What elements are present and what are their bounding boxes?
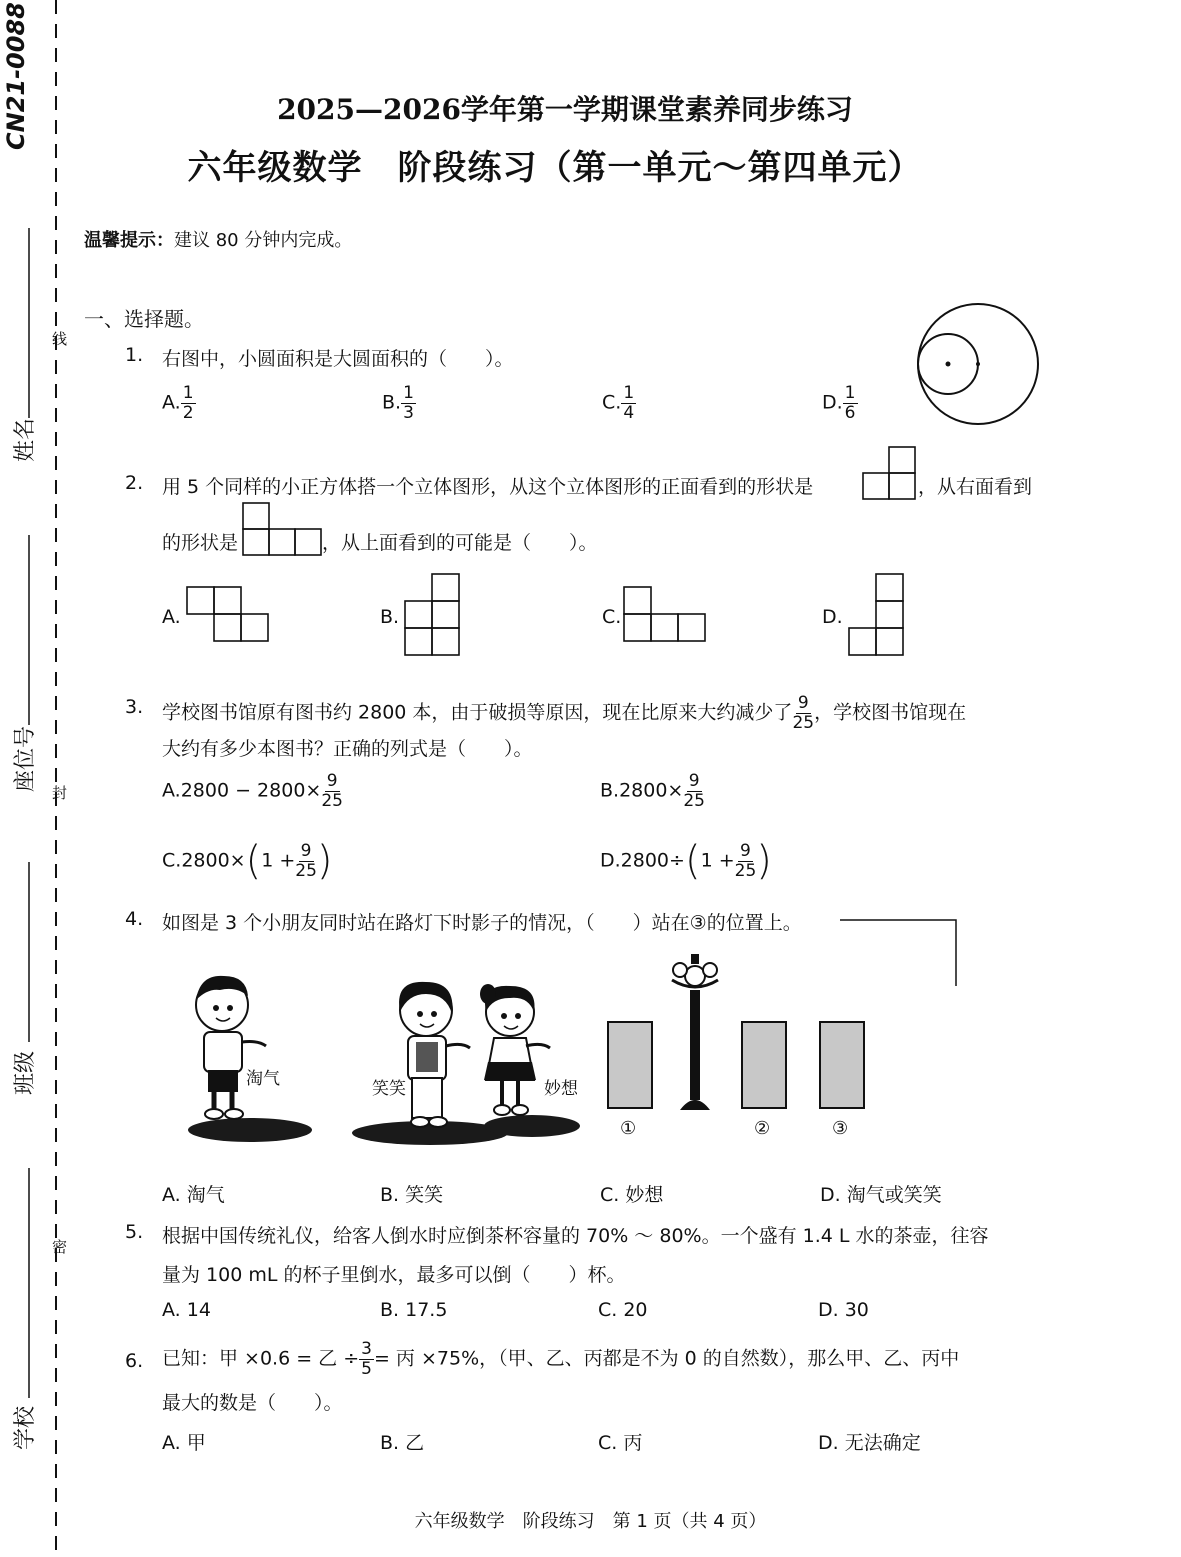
q2-text-c: 的形状是 — [162, 532, 239, 554]
q3-b-expr: 2800× — [619, 779, 684, 802]
q2-option-d[interactable]: D. — [822, 606, 843, 628]
kid-taoqi-figure — [188, 976, 312, 1142]
exam-subtitle: 六年级数学 阶段练习（第一单元～第四单元） — [187, 148, 923, 188]
q5-text-a: 根据中国传统礼仪，给客人倒水时应倒茶杯容量的 70% ～ 80%。一个盛有 1.4 L 水的茶壶，往容 — [162, 1225, 989, 1247]
q3-a-label: A. — [162, 779, 181, 802]
q1-option-c[interactable] — [602, 384, 636, 422]
q6-option-a[interactable]: A. 甲 — [162, 1432, 206, 1454]
q1-b-numerator: 1 — [403, 383, 414, 403]
q3-c-inner: 1 + — [261, 849, 296, 872]
q5-option-a[interactable]: A. 14 — [162, 1299, 211, 1321]
name-label: 姓名 — [13, 417, 38, 462]
q3-a-den: 25 — [321, 790, 343, 811]
q2-option-b[interactable]: B. — [380, 606, 400, 628]
q2-text-a: 用 5 个同样的小正方体搭一个立体图形，从这个立体图形的正面看到的形状是 — [162, 476, 814, 498]
tip-text: 建议 80 分钟内完成。 — [174, 230, 353, 251]
q3-a-num: 9 — [326, 771, 338, 791]
kid-label-taoqi: 淘气 — [246, 1069, 280, 1089]
position-panel-3 — [820, 1022, 864, 1108]
q3-text-a-span: 学校图书馆原有图书约 2800 本，由于破损等原因，现在比原来大约减少了 — [162, 701, 793, 724]
q4-option-a[interactable]: A. 淘气 — [162, 1184, 225, 1206]
q1-number: 1. — [125, 344, 144, 366]
q6-option-d[interactable]: D. 无法确定 — [818, 1432, 921, 1454]
q3-option-a[interactable] — [162, 772, 343, 810]
q5-number: 5. — [125, 1221, 144, 1243]
q1-option-d[interactable] — [822, 384, 858, 422]
q2-option-d-figure[interactable] — [848, 573, 906, 659]
q3-text-b: ，学校图书馆现在 — [814, 701, 967, 724]
q1-d-label: D. — [822, 391, 843, 414]
q1-a-label: A. — [162, 391, 181, 414]
q3-option-b[interactable] — [600, 772, 705, 810]
q1-text: 右图中，小圆面积是大圆面积的（ ）。 — [162, 348, 514, 370]
q2-option-a-figure[interactable] — [186, 586, 270, 646]
q2-option-a[interactable]: A. — [162, 606, 181, 628]
q3-option-c[interactable]: C.2800×(1 + $\frac{9}{25}$ ) — [162, 838, 333, 884]
class-label: 班级 — [13, 1050, 38, 1095]
q6-text-b: = 丙 ×75%，（甲、乙、丙都是不为 0 的自然数），那么甲、乙、丙中 — [373, 1347, 960, 1370]
position-panel-2 — [742, 1022, 786, 1108]
q2-number: 2. — [125, 472, 144, 494]
q1-d-numerator: 1 — [844, 383, 856, 403]
q3-d-label: D. — [600, 849, 621, 872]
q3-c-num: 9 — [300, 840, 312, 861]
q5-text-b: 量为 100 mL 的杯子里倒水，最多可以倒（ ）杯。 — [162, 1264, 626, 1286]
kid-miaoxiang-figure — [480, 984, 580, 1137]
school-fill-line — [28, 1168, 32, 1408]
q4-option-c[interactable]: C. 妙想 — [600, 1184, 664, 1206]
q5-option-d[interactable]: D. 30 — [818, 1299, 869, 1321]
q3-option-d[interactable]: D.2800÷(1 + $\frac{9}{25}$ ) — [600, 838, 772, 884]
q3-b-label: B. — [600, 779, 620, 802]
q4-text: 如图是 3 个小朋友同时站在路灯下时影子的情况，（ ）站在③的位置上。 — [162, 912, 802, 934]
class-fill-line — [28, 862, 32, 1062]
q6-frac-den: 5 — [361, 1358, 372, 1379]
q3-c-label: C. — [162, 849, 182, 872]
q6-frac-num: 3 — [361, 1339, 372, 1359]
kid-label-miaoxiang: 妙想 — [544, 1079, 578, 1099]
tangent-dot — [976, 362, 980, 366]
seat-label: 座位号 — [13, 725, 38, 792]
q3-b-num: 9 — [688, 771, 700, 791]
q1-b-denominator: 3 — [403, 402, 414, 423]
q3-a-expr: 2800 − 2800× — [180, 779, 322, 802]
street-lamp-figure — [672, 954, 718, 1110]
kid-xiaoxiao-figure — [352, 982, 508, 1145]
exam-title: 2025—2026学年第一学期课堂素养同步练习 — [277, 93, 853, 126]
q1-a-numerator: 1 — [182, 383, 194, 403]
q3-c-den: 25 — [295, 860, 317, 881]
q2-option-c-figure[interactable] — [623, 586, 709, 646]
seal-mark-line: 线 — [52, 330, 68, 348]
kid-label-xiaoxiao: 笑笑 — [372, 1079, 406, 1099]
page-footer: 六年级数学 阶段练习 第 1 页（共 4 页） — [414, 1511, 767, 1532]
seat-fill-line — [28, 535, 32, 735]
q4-option-b[interactable]: B. 笑笑 — [380, 1184, 444, 1206]
q2-right-view-figure — [242, 502, 326, 562]
q1-option-b[interactable] — [382, 384, 416, 422]
q3-frac-numerator: 9 — [797, 693, 809, 713]
seal-mark-secret: 密 — [52, 1238, 68, 1256]
q3-text-c: 大约有多少本图书？正确的列式是（ ）。 — [162, 738, 533, 760]
q2-front-view-figure — [862, 446, 918, 506]
q1-circles-figure — [914, 302, 1044, 432]
tip-label: 温馨提示： — [84, 230, 174, 251]
binding-dashed-line — [52, 0, 62, 1557]
q1-c-label: C. — [602, 391, 622, 414]
q1-c-numerator: 1 — [623, 383, 635, 403]
q5-option-c[interactable]: C. 20 — [598, 1299, 648, 1321]
document-code: CN21-0088 — [2, 2, 30, 150]
q4-option-d[interactable]: D. 淘气或笑笑 — [820, 1184, 942, 1206]
position-label-3: ③ — [832, 1118, 849, 1139]
q6-text-a-span: 已知：甲 ×0.6 = 乙 ÷ — [162, 1347, 360, 1370]
q6-option-b[interactable]: B. 乙 — [380, 1432, 425, 1454]
q6-option-c[interactable]: C. 丙 — [598, 1432, 643, 1454]
tip — [84, 226, 352, 252]
q6-text-c: 最大的数是（ ）。 — [162, 1392, 343, 1414]
q1-a-denominator: 2 — [182, 402, 194, 423]
center-dot — [946, 362, 951, 367]
q2-option-c[interactable]: C. — [602, 606, 622, 628]
position-panel-1 — [608, 1022, 652, 1108]
q3-d-den: 25 — [734, 860, 757, 881]
q2-text-b: ，从右面看到 — [918, 476, 1033, 498]
position-label-1: ① — [620, 1118, 637, 1139]
q2-option-b-figure[interactable] — [404, 573, 462, 659]
q3-c-expr: 2800× — [181, 849, 246, 872]
school-label: 学校 — [13, 1405, 38, 1450]
position-label-2: ② — [754, 1118, 771, 1139]
q3-text-a — [162, 694, 966, 732]
q6-text-a — [162, 1340, 959, 1378]
q1-c-denominator: 4 — [623, 402, 635, 423]
q3-b-den: 25 — [683, 790, 705, 811]
seal-mark-seal: 封 — [52, 784, 68, 802]
section-title: 一、选择题。 — [84, 307, 204, 331]
q1-d-denominator: 6 — [844, 402, 856, 423]
q3-d-num: 9 — [740, 840, 751, 861]
q6-number: 6. — [125, 1350, 144, 1372]
q3-d-expr: 2800÷ — [620, 849, 685, 872]
q3-frac-denominator: 25 — [792, 712, 815, 733]
q3-number: 3. — [125, 696, 144, 718]
q2-text-d: ，从上面看到的可能是（ ）。 — [322, 532, 598, 554]
q1-option-a[interactable] — [162, 384, 196, 422]
q3-d-inner: 1 + — [700, 849, 735, 872]
q4-number: 4. — [125, 908, 144, 930]
q1-b-label: B. — [382, 391, 402, 414]
q5-option-b[interactable]: B. 17.5 — [380, 1299, 448, 1321]
